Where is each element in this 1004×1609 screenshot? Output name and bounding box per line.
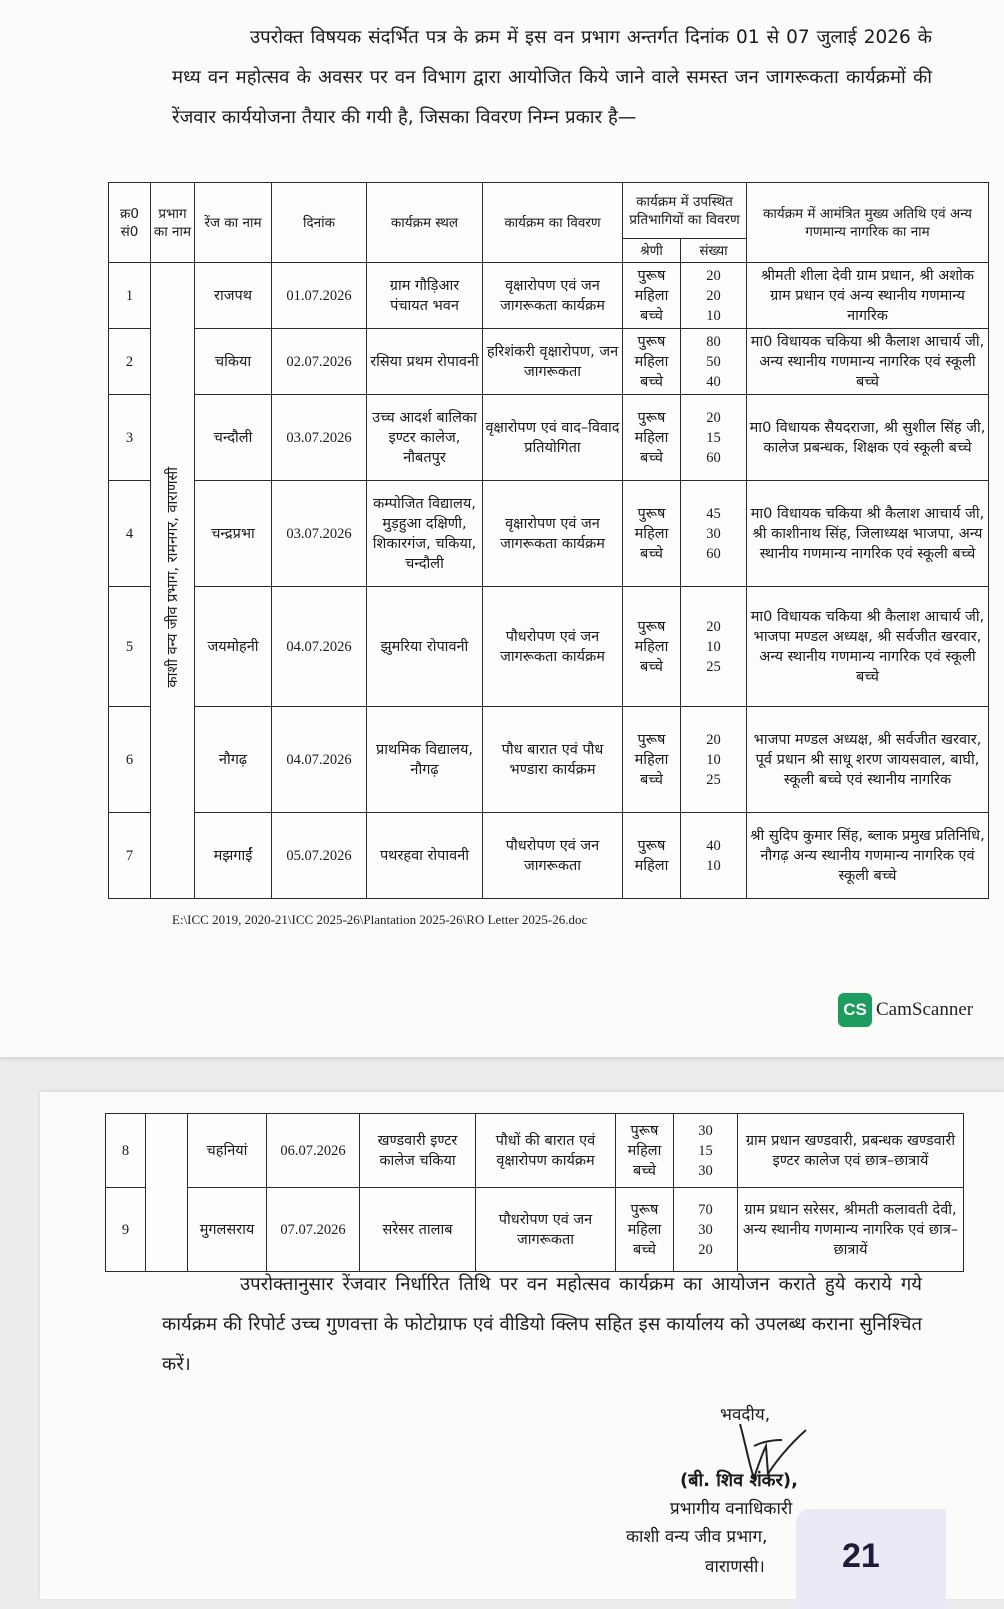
count-cell bbox=[674, 1114, 738, 1188]
description-cell: पौध बारात एवं पौध भण्डारा कार्यक्रम bbox=[483, 707, 623, 813]
count-cell bbox=[681, 707, 747, 813]
description-cell: हरिशंकरी वृक्षारोपण, जन जागरूकता bbox=[483, 329, 623, 395]
header-guests: कार्यक्रम में आमंत्रित मुख्य अतिथि एवं अन्य गणमान्य नागरिक का नाम bbox=[747, 183, 989, 263]
count-cell-item: 30 bbox=[706, 525, 721, 542]
category-cell-item: महिला bbox=[634, 751, 669, 768]
category-cell-item: पुरूष bbox=[637, 505, 666, 522]
category-cell bbox=[623, 587, 681, 707]
category-cell bbox=[623, 263, 681, 329]
category-cell bbox=[623, 481, 681, 587]
count-cell-item: 25 bbox=[706, 771, 721, 788]
description-cell: वृक्षारोपण एवं जन जागरूकता कार्यक्रम bbox=[483, 481, 623, 587]
date-cell: 06.07.2026 bbox=[267, 1114, 360, 1188]
category-cell-item: पुरूष bbox=[637, 409, 666, 426]
count-cell-item: 70 bbox=[698, 1201, 713, 1218]
serial-cell: 4 bbox=[109, 481, 151, 587]
count-cell bbox=[681, 263, 747, 329]
category-cell-item: महिला bbox=[634, 353, 669, 370]
count-cell-item: 25 bbox=[706, 658, 721, 675]
range-cell: मुगलसराय bbox=[188, 1188, 267, 1272]
header-serial: क्र0 सं0 bbox=[109, 183, 151, 263]
serial-cell: 1 bbox=[109, 263, 151, 329]
category-cell bbox=[623, 329, 681, 395]
page-number-badge bbox=[796, 1509, 946, 1609]
date-cell: 07.07.2026 bbox=[267, 1188, 360, 1272]
header-venue: कार्यक्रम स्थल bbox=[367, 183, 483, 263]
count-cell-item: 20 bbox=[706, 287, 721, 304]
date-cell: 05.07.2026 bbox=[272, 813, 367, 899]
category-cell-item: बच्चे bbox=[640, 658, 663, 675]
intro-paragraph: उपरोक्त विषयक संदर्भित पत्र के क्रम में इस वन प्रभाग अन्तर्गत दिनांक 01 से 07 जुलाई 2026 के मध्य वन महोत्सव के अवसर पर वन विभाग द्वारा आयोजित किये जाने वाले समस्त जन जागरूकता कार्यक्रमों की रेंजवार कार्ययोजना तैयार की गयी है, जिसका विवरण निम्न प्रकार है— bbox=[172, 27, 932, 128]
table-row bbox=[109, 395, 989, 481]
camscanner-icon: CS bbox=[838, 993, 872, 1027]
signatory-office: काशी वन्य जीव प्रभाग, bbox=[626, 1527, 768, 1547]
range-cell: चन्द्रप्रभा bbox=[195, 481, 272, 587]
count-cell-item: 10 bbox=[706, 857, 721, 874]
count-cell-item: 10 bbox=[706, 751, 721, 768]
category-cell-item: बच्चे bbox=[633, 1162, 656, 1179]
count-cell-item: 40 bbox=[706, 837, 721, 854]
description-cell: पौधरोपण एवं जन जागरूकता bbox=[483, 813, 623, 899]
range-cell: चहनियां bbox=[188, 1114, 267, 1188]
header-participants: कार्यक्रम में उपस्थित प्रतिभागियों का विवरण bbox=[623, 183, 747, 239]
category-cell-item: पुरूष bbox=[637, 837, 666, 854]
table-row bbox=[109, 587, 989, 707]
date-cell: 04.07.2026 bbox=[272, 707, 367, 813]
count-cell-item: 20 bbox=[706, 731, 721, 748]
description-cell: वृक्षारोपण एवं जन जागरूकता कार्यक्रम bbox=[483, 263, 623, 329]
venue-cell: सरेसर तालाब bbox=[360, 1188, 476, 1272]
category-cell bbox=[623, 813, 681, 899]
file-path: E:\ICC 2019, 2020-21\ICC 2025-26\Plantation 2025-26\RO Letter 2025-26.doc bbox=[172, 912, 588, 927]
division-cell bbox=[146, 1114, 188, 1272]
venue-cell: प्राथमिक विद्यालय, नौगढ़ bbox=[367, 707, 483, 813]
camscanner-logo bbox=[838, 993, 973, 1027]
programme-table-continued bbox=[105, 1113, 964, 1272]
serial-cell: 9 bbox=[106, 1188, 146, 1272]
camscanner-name: CamScanner bbox=[876, 999, 974, 1020]
category-cell-item: बच्चे bbox=[640, 307, 663, 324]
count-cell-item: 20 bbox=[698, 1241, 713, 1258]
closing-paragraph: उपरोक्तानुसार रेंजवार निर्धारित तिथि पर वन महोत्सव कार्यक्रम का आयोजन कराते हुये कराये गये कार्यक्रम की रिपोर्ट उच्च गुणवत्ता के फोटोग्राफ एवं वीडियो क्लिप सहित इस कार्यालय को उपलब्ध कराना सुनिश्चित करें। bbox=[162, 1274, 922, 1375]
category-cell-item: महिला bbox=[634, 429, 669, 446]
category-cell-item: बच्चे bbox=[640, 449, 663, 466]
category-cell-item: पुरूष bbox=[637, 333, 666, 350]
table-row bbox=[106, 1188, 964, 1272]
count-cell bbox=[681, 813, 747, 899]
venue-cell: झुमरिया रोपावनी bbox=[367, 587, 483, 707]
guests-cell: मा0 विधायक चकिया श्री कैलाश आचार्य जी, श्री काशीनाथ सिंह, जिलाध्यक्ष भाजपा, अन्य स्थानीय गणमान्य नागरिक एवं स्कूली बच्चे bbox=[747, 481, 989, 587]
table-body-continued bbox=[106, 1114, 964, 1272]
serial-cell: 5 bbox=[109, 587, 151, 707]
count-cell-item: 30 bbox=[698, 1162, 713, 1179]
venue-cell: खण्डवारी इण्टर कालेज चकिया bbox=[360, 1114, 476, 1188]
count-cell-item: 80 bbox=[706, 333, 721, 350]
count-cell bbox=[681, 587, 747, 707]
count-cell-item: 15 bbox=[698, 1142, 713, 1159]
category-cell-item: पुरूष bbox=[630, 1122, 659, 1139]
category-cell-item: महिला bbox=[634, 287, 669, 304]
category-cell bbox=[616, 1188, 674, 1272]
range-cell: चकिया bbox=[195, 329, 272, 395]
header-range: रेंज का नाम bbox=[195, 183, 272, 263]
category-cell-item: बच्चे bbox=[640, 771, 663, 788]
count-cell-item: 20 bbox=[706, 618, 721, 635]
count-cell-item: 20 bbox=[706, 409, 721, 426]
count-cell-item: 60 bbox=[706, 545, 721, 562]
table-row bbox=[106, 1114, 964, 1188]
division-name: काशी वन्य जीव प्रभाग, रामनगर, वाराणसी bbox=[164, 467, 181, 688]
venue-cell: रसिया प्रथम रोपावनी bbox=[367, 329, 483, 395]
description-cell: पौधरोपण एवं जन जागरूकता कार्यक्रम bbox=[483, 587, 623, 707]
table-row bbox=[109, 263, 989, 329]
count-cell bbox=[681, 481, 747, 587]
count-cell-item: 30 bbox=[698, 1221, 713, 1238]
date-cell: 02.07.2026 bbox=[272, 329, 367, 395]
guests-cell: मा0 विधायक सैयदराजा, श्री सुशील सिंह जी, कालेज प्रबन्धक, शिक्षक एवं स्कूली बच्चे bbox=[747, 395, 989, 481]
guests-cell: भाजपा मण्डल अध्यक्ष, श्री सर्वजीत खरवार, पूर्व प्रधान श्री साधू शरण जायसवाल, बाघी, स्कूली बच्चे एवं स्थानीय नागरिक bbox=[747, 707, 989, 813]
venue-cell: कम्पोजित विद्यालय, मुड़हुआ दक्षिणी, शिकारगंज, चकिया, चन्दौली bbox=[367, 481, 483, 587]
header-description: कार्यक्रम का विवरण bbox=[483, 183, 623, 263]
guests-cell: ग्राम प्रधान सरेसर, श्रीमती कलावती देवी, अन्य स्थानीय गणमान्य नागरिक एवं छात्र–छात्रायें bbox=[738, 1188, 964, 1272]
serial-cell: 6 bbox=[109, 707, 151, 813]
category-cell-item: बच्चे bbox=[640, 545, 663, 562]
count-cell-item: 10 bbox=[706, 307, 721, 324]
header-count: संख्या bbox=[681, 239, 747, 263]
table-row bbox=[109, 329, 989, 395]
guests-cell: ग्राम प्रधान खण्डवारी, प्रबन्धक खण्डवारी इण्टर कालेज एवं छात्र–छात्रायें bbox=[738, 1114, 964, 1188]
header-division: प्रभाग का नाम bbox=[151, 183, 195, 263]
category-cell-item: पुरूष bbox=[637, 731, 666, 748]
category-cell bbox=[623, 707, 681, 813]
guests-cell: मा0 विधायक चकिया श्री कैलाश आचार्य जी, भाजपा मण्डल अध्यक्ष, श्री सर्वजीत खरवार, अन्य स्थानीय गणमान्य नागरिक एवं स्कूली बच्चे bbox=[747, 587, 989, 707]
count-cell-item: 20 bbox=[706, 267, 721, 284]
description-cell: पौधों की बारात एवं वृक्षारोपण कार्यक्रम bbox=[476, 1114, 616, 1188]
count-cell-item: 60 bbox=[706, 449, 721, 466]
signatory-city: वाराणसी। bbox=[705, 1557, 765, 1577]
category-cell-item: महिला bbox=[634, 638, 669, 655]
category-cell bbox=[616, 1114, 674, 1188]
count-cell-item: 40 bbox=[706, 373, 721, 390]
serial-cell: 2 bbox=[109, 329, 151, 395]
salutation: भवदीय, bbox=[720, 1405, 771, 1425]
range-cell: जयमोहनी bbox=[195, 587, 272, 707]
venue-cell: पथरहवा रोपावनी bbox=[367, 813, 483, 899]
division-cell bbox=[151, 263, 195, 899]
category-cell-item: महिला bbox=[627, 1142, 662, 1159]
guests-cell: मा0 विधायक चकिया श्री कैलाश आचार्य जी, अन्य स्थानीय गणमान्य नागरिक एवं स्कूली बच्चे bbox=[747, 329, 989, 395]
date-cell: 03.07.2026 bbox=[272, 481, 367, 587]
category-cell bbox=[623, 395, 681, 481]
programme-table bbox=[108, 182, 989, 899]
count-cell bbox=[674, 1188, 738, 1272]
count-cell-item: 30 bbox=[698, 1122, 713, 1139]
category-cell-item: महिला bbox=[634, 857, 669, 874]
header-category: श्रेणी bbox=[623, 239, 681, 263]
table-row bbox=[109, 707, 989, 813]
category-cell-item: महिला bbox=[634, 525, 669, 542]
range-cell: राजपथ bbox=[195, 263, 272, 329]
serial-cell: 7 bbox=[109, 813, 151, 899]
table-body bbox=[109, 263, 989, 899]
count-cell bbox=[681, 395, 747, 481]
range-cell: नौगढ़ bbox=[195, 707, 272, 813]
category-cell-item: बच्चे bbox=[640, 373, 663, 390]
count-cell-item: 45 bbox=[706, 505, 721, 522]
serial-cell: 8 bbox=[106, 1114, 146, 1188]
guests-cell: श्री सुदिप कुमार सिंह, ब्लाक प्रमुख प्रतिनिधि, नौगढ़ अन्य स्थानीय गणमान्य नागरिक एवं स्कूली बच्चे bbox=[747, 813, 989, 899]
description-cell: वृक्षारोपण एवं वाद–विवाद प्रतियोगिता bbox=[483, 395, 623, 481]
category-cell-item: पुरूष bbox=[630, 1201, 659, 1218]
serial-cell: 3 bbox=[109, 395, 151, 481]
header-date: दिनांक bbox=[272, 183, 367, 263]
category-cell-item: महिला bbox=[627, 1221, 662, 1238]
count-cell-item: 50 bbox=[706, 353, 721, 370]
category-cell-item: बच्चे bbox=[633, 1241, 656, 1258]
guests-cell: श्रीमती शीला देवी ग्राम प्रधान, श्री अशोक ग्राम प्रधान एवं अन्य स्थानीय गणमान्य नागरिक bbox=[747, 263, 989, 329]
table-row bbox=[109, 813, 989, 899]
venue-cell: ग्राम गौड़िआर पंचायत भवन bbox=[367, 263, 483, 329]
table-row bbox=[109, 481, 989, 587]
signatory-name: (बी. शिव शंकर), bbox=[680, 1470, 798, 1491]
description-cell: पौधरोपण एवं जन जागरूकता bbox=[476, 1188, 616, 1272]
category-cell-item: पुरूष bbox=[637, 618, 666, 635]
venue-cell: उच्च आदर्श बालिका इण्टर कालेज, नौबतपुर bbox=[367, 395, 483, 481]
signatory-designation: प्रभागीय वनाधिकारी bbox=[670, 1499, 793, 1519]
count-cell bbox=[681, 329, 747, 395]
category-cell-item: पुरूष bbox=[637, 267, 666, 284]
page-number: 21 bbox=[842, 1537, 880, 1575]
count-cell-item: 15 bbox=[706, 429, 721, 446]
date-cell: 01.07.2026 bbox=[272, 263, 367, 329]
range-cell: मझगाईं bbox=[195, 813, 272, 899]
range-cell: चन्दौली bbox=[195, 395, 272, 481]
count-cell-item: 10 bbox=[706, 638, 721, 655]
date-cell: 03.07.2026 bbox=[272, 395, 367, 481]
date-cell: 04.07.2026 bbox=[272, 587, 367, 707]
